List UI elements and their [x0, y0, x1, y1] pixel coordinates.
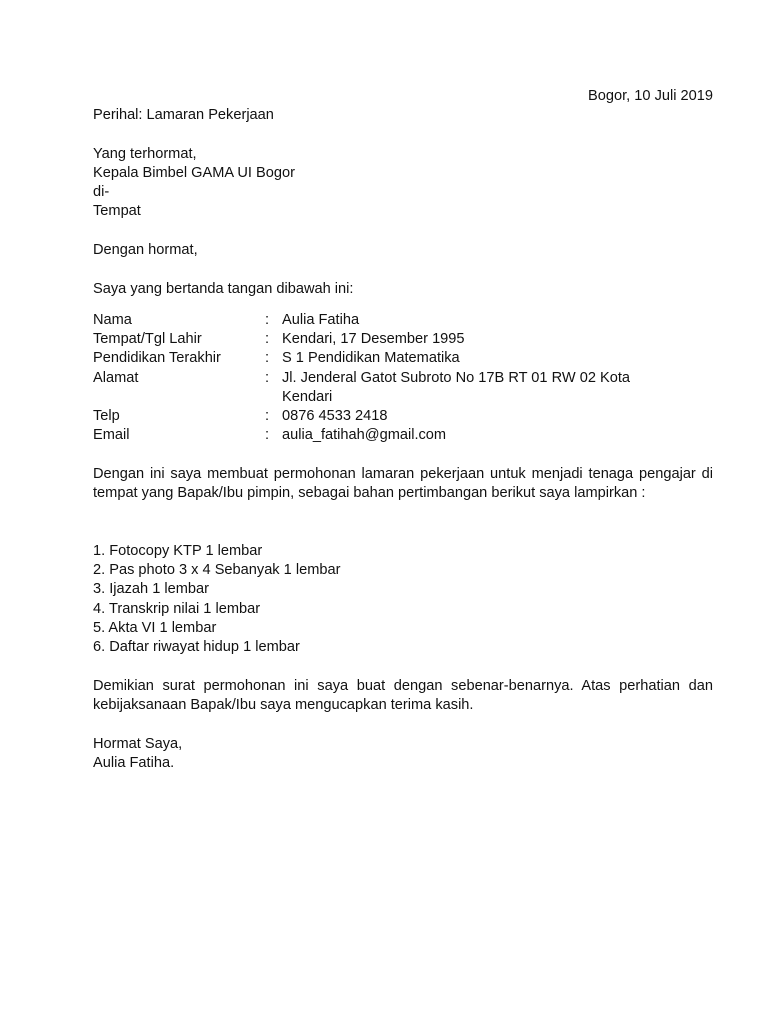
sign-off: Hormat Saya, [93, 736, 183, 752]
field-row-telp [93, 407, 713, 426]
field-value: aulia_fatihah@gmail.com [282, 427, 447, 443]
field-colon: : [265, 370, 270, 386]
field-colon: : [265, 331, 270, 347]
attachment-item: 1. Fotocopy KTP 1 lembar [93, 543, 263, 559]
greeting: Dengan hormat, [93, 242, 198, 258]
field-colon: : [265, 427, 270, 443]
intro-text: Saya yang bertanda tangan dibawah ini: [93, 281, 354, 297]
attachment-item: 5. Akta VI 1 lembar [93, 620, 217, 636]
field-value: Aulia Fatiha [282, 312, 360, 328]
field-value: S 1 Pendidikan Matematika [282, 350, 460, 366]
field-label: Nama [93, 312, 132, 328]
attachment-item: 3. Ijazah 1 lembar [93, 581, 210, 597]
recipient-name: Kepala Bimbel GAMA UI Bogor [93, 165, 295, 181]
field-value: 0876 4533 2418 [282, 408, 388, 424]
attachment-item: 6. Daftar riwayat hidup 1 lembar [93, 639, 300, 655]
field-label: Telp [93, 408, 120, 424]
field-label: Email [93, 427, 130, 443]
letter-date: Bogor, 10 Juli 2019 [588, 88, 713, 104]
letter-subject: Perihal: Lamaran Pekerjaan [93, 107, 274, 123]
attachment-item: 4. Transkrip nilai 1 lembar [93, 601, 261, 617]
field-row-alamat [93, 369, 713, 407]
field-row-pendidikan [93, 349, 713, 368]
field-label: Tempat/Tgl Lahir [93, 331, 202, 347]
field-label: Pendidikan Terakhir [93, 350, 221, 366]
recipient-salutation: Yang terhormat, [93, 146, 197, 162]
closing-paragraph: Demikian surat permohonan ini saya buat dengan sebenar-benarnya. Atas perhatian dan kebijaksanaan Bapak/Ibu saya mengucapkan terima kasih. [93, 678, 713, 714]
signer-name: Aulia Fatiha. [93, 755, 175, 771]
attachment-item: 2. Pas photo 3 x 4 Sebanyak 1 lembar [93, 562, 341, 578]
field-colon: : [265, 408, 270, 424]
field-row-nama [93, 311, 713, 330]
field-value: Kendari, 17 Desember 1995 [282, 331, 465, 347]
field-colon: : [265, 350, 270, 366]
recipient-at: di- [93, 184, 110, 200]
field-colon: : [265, 312, 270, 328]
body-paragraph: Dengan ini saya membuat permohonan lamaran pekerjaan untuk menjadi tenaga pengajar di tempat yang Bapak/Ibu pimpin, sebagai bahan pertimbangan berikut saya lampirkan : [93, 466, 713, 502]
recipient-place: Tempat [93, 203, 141, 219]
field-row-tempat-tgl-lahir [93, 330, 713, 349]
field-row-email [93, 426, 713, 445]
field-label: Alamat [93, 370, 139, 386]
field-value: Jl. Jenderal Gatot Subroto No 17B RT 01 RW 02 Kota Kendari [282, 370, 631, 405]
